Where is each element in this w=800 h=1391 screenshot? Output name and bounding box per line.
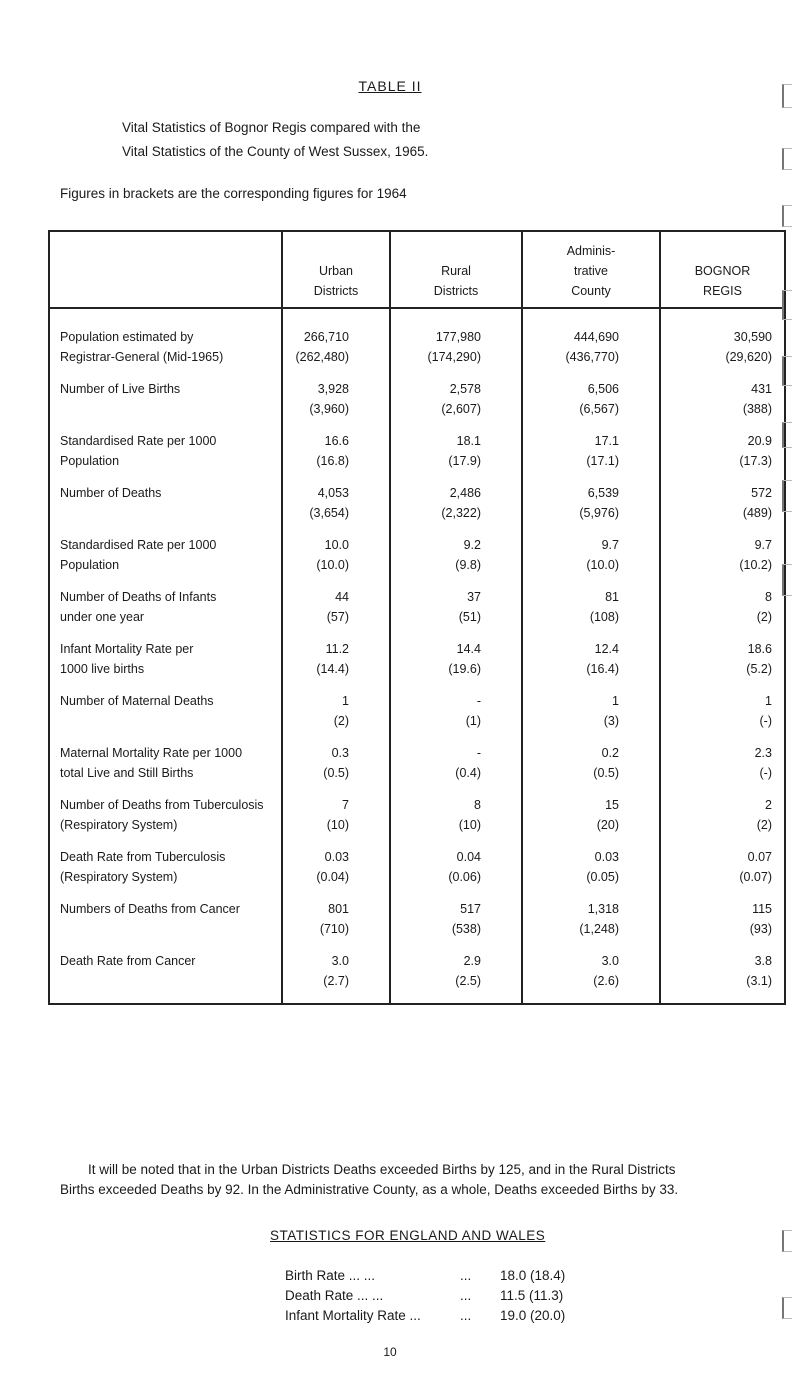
- leader-dots: ...: [460, 1288, 472, 1303]
- value-1965: 266,710: [303, 330, 349, 344]
- row-label: [49, 795, 282, 847]
- value-1965: 4,053: [317, 486, 349, 500]
- value-1965: 2,578: [449, 382, 481, 396]
- table-header-row: [49, 231, 785, 308]
- table-row: [49, 379, 785, 431]
- value-1964: (0.05): [586, 870, 619, 884]
- value-1964: (3.1): [746, 974, 772, 988]
- row-label: [49, 691, 282, 743]
- value-1965: 18.6: [747, 642, 772, 656]
- value-1965: 9.2: [463, 538, 481, 552]
- row-label: [49, 639, 282, 691]
- cell-bognor: [660, 587, 785, 639]
- table-body: [49, 308, 785, 1004]
- scan-edge-mark: [782, 356, 792, 386]
- england-birth-rate-row: [285, 1268, 565, 1288]
- row-label: [49, 483, 282, 535]
- header-line: BOGNOR: [694, 264, 751, 278]
- infant-mortality-label: Infant Mortality Rate ...: [285, 1308, 421, 1323]
- cell-admin: [522, 795, 660, 847]
- header-line: Rural: [441, 264, 471, 278]
- vital-statistics-table: [48, 230, 786, 1005]
- value-1964: (14.4): [316, 662, 349, 676]
- row-label-line: [60, 399, 281, 419]
- infant-mortality-value: 19.0 (20.0): [500, 1308, 566, 1323]
- cell-rural: [390, 795, 522, 847]
- summary-line-2: Births exceeded Deaths by 92. In the Administrative County, as a whole, Deaths exceeded Births by 33.: [60, 1182, 679, 1197]
- cell-rural: [390, 379, 522, 431]
- value-1965: -: [476, 694, 481, 708]
- value-1964: (0.07): [739, 870, 772, 884]
- value-1965: -: [476, 746, 481, 760]
- table-row: [49, 795, 785, 847]
- cell-urban: [282, 639, 390, 691]
- value-1964: (57): [326, 610, 349, 624]
- subtitle-line-2: Vital Statistics of the County of West Sussex, 1965.: [122, 144, 429, 159]
- header-blank: [49, 231, 282, 308]
- value-1964: (20): [596, 818, 619, 832]
- value-1964: (16.8): [316, 454, 349, 468]
- value-1965: 2.3: [754, 746, 772, 760]
- header-urban-districts: [282, 231, 390, 308]
- table-row: [49, 587, 785, 639]
- value-1965: 2: [765, 798, 772, 812]
- cell-bognor: [660, 795, 785, 847]
- cell-bognor: [660, 951, 785, 1004]
- cell-rural: [390, 535, 522, 587]
- row-label-line: Registrar-General (Mid-1965): [60, 350, 224, 364]
- value-1965: 572: [751, 486, 772, 500]
- value-1965: 431: [751, 382, 772, 396]
- cell-bognor: [660, 379, 785, 431]
- scan-edge-mark: [782, 148, 792, 170]
- cell-admin: [522, 483, 660, 535]
- cell-admin: [522, 308, 660, 379]
- cell-admin: [522, 691, 660, 743]
- value-1964: (6,567): [579, 402, 619, 416]
- row-label: [49, 951, 282, 1004]
- row-label: [49, 379, 282, 431]
- scan-edge-mark: [782, 564, 792, 596]
- cell-bognor: [660, 483, 785, 535]
- england-infant-mortality-row: [285, 1308, 565, 1328]
- value-1964: (-): [759, 714, 772, 728]
- cell-bognor: [660, 847, 785, 899]
- value-1964: (3): [603, 714, 619, 728]
- table-row: [49, 899, 785, 951]
- row-label-line: Number of Deaths of Infants: [60, 590, 217, 604]
- value-1964: (2.5): [455, 974, 481, 988]
- value-1964: (436,770): [565, 350, 619, 364]
- cell-urban: [282, 308, 390, 379]
- cell-rural: [390, 308, 522, 379]
- cell-bognor: [660, 899, 785, 951]
- value-1965: 14.4: [456, 642, 481, 656]
- row-label-line: under one year: [60, 610, 145, 624]
- value-1965: 37: [467, 590, 481, 604]
- cell-rural: [390, 587, 522, 639]
- cell-rural: [390, 691, 522, 743]
- table-row: [49, 847, 785, 899]
- row-label-line: Number of Maternal Deaths: [60, 694, 214, 708]
- value-1965: 18.1: [456, 434, 481, 448]
- row-label-line: total Live and Still Births: [60, 766, 194, 780]
- table-row: [49, 691, 785, 743]
- table-row: [49, 431, 785, 483]
- cell-admin: [522, 639, 660, 691]
- value-1964: (0.04): [316, 870, 349, 884]
- value-1964: (1,248): [579, 922, 619, 936]
- row-label-line: (Respiratory System): [60, 818, 178, 832]
- value-1965: 17.1: [594, 434, 619, 448]
- row-label-line: Number of Live Births: [60, 382, 181, 396]
- value-1964: (10): [326, 818, 349, 832]
- cell-rural: [390, 743, 522, 795]
- value-1965: 8: [474, 798, 481, 812]
- cell-bognor: [660, 743, 785, 795]
- cell-bognor: [660, 308, 785, 379]
- row-label: [49, 847, 282, 899]
- cell-admin: [522, 431, 660, 483]
- row-label: [49, 431, 282, 483]
- cell-bognor: [660, 691, 785, 743]
- value-1965: 8: [765, 590, 772, 604]
- value-1964: (1): [465, 714, 481, 728]
- value-1965: 30,590: [733, 330, 772, 344]
- cell-admin: [522, 535, 660, 587]
- leader-dots: ...: [460, 1268, 472, 1283]
- england-wales-title: STATISTICS FOR ENGLAND AND WALES: [270, 1228, 546, 1243]
- value-1964: (0.4): [455, 766, 481, 780]
- value-1964: (0.06): [448, 870, 481, 884]
- value-1965: 15: [605, 798, 619, 812]
- death-rate-value: 11.5 (11.3): [500, 1288, 564, 1303]
- value-1964: (3,960): [309, 402, 349, 416]
- cell-bognor: [660, 639, 785, 691]
- cell-rural: [390, 899, 522, 951]
- value-1965: 3.0: [331, 954, 349, 968]
- england-death-rate-row: [285, 1288, 563, 1308]
- value-1964: (0.5): [593, 766, 619, 780]
- cell-admin: [522, 587, 660, 639]
- value-1964: (16.4): [586, 662, 619, 676]
- row-label-line: Death Rate from Tuberculosis: [60, 850, 226, 864]
- header-line: [284, 241, 388, 261]
- cell-urban: [282, 847, 390, 899]
- row-label-line: Population: [60, 558, 120, 572]
- row-label: [49, 899, 282, 951]
- value-1964: (2.7): [323, 974, 349, 988]
- row-label-line: Maternal Mortality Rate per 1000: [60, 746, 243, 760]
- value-1965: 12.4: [594, 642, 619, 656]
- header-administrative-county: [522, 231, 660, 308]
- value-1965: 0.3: [331, 746, 349, 760]
- table-row: [49, 308, 785, 379]
- value-1965: 20.9: [747, 434, 772, 448]
- table-row: [49, 535, 785, 587]
- value-1964: (538): [451, 922, 481, 936]
- summary-line-1: [60, 1160, 760, 1180]
- value-1965: 11.2: [325, 642, 349, 656]
- value-1964: (17.1): [586, 454, 619, 468]
- cell-rural: [390, 847, 522, 899]
- row-label-line: Population estimated by: [60, 330, 194, 344]
- header-bognor-regis: [660, 231, 785, 308]
- death-rate-label: Death Rate ... ...: [285, 1288, 384, 1303]
- table-title: TABLE II: [358, 78, 422, 94]
- table-row: [49, 483, 785, 535]
- value-1965: 3.8: [754, 954, 772, 968]
- cell-admin: [522, 899, 660, 951]
- value-1965: 3.0: [601, 954, 619, 968]
- value-1964: (262,480): [295, 350, 349, 364]
- cell-urban: [282, 795, 390, 847]
- cell-bognor: [660, 535, 785, 587]
- cell-urban: [282, 743, 390, 795]
- value-1964: (174,290): [427, 350, 481, 364]
- value-1964: (2.6): [593, 974, 619, 988]
- leader-dots: ...: [460, 1308, 472, 1323]
- value-1964: (10.2): [739, 558, 772, 572]
- header-line: Adminis-: [566, 244, 616, 258]
- scan-edge-mark: [782, 1230, 792, 1252]
- scan-edge-mark: [782, 205, 792, 227]
- value-1964: (5.2): [746, 662, 772, 676]
- cell-admin: [522, 951, 660, 1004]
- scan-edge-mark: [782, 1297, 792, 1319]
- cell-rural: [390, 951, 522, 1004]
- page-number: 10: [383, 1345, 397, 1359]
- value-1965: 0.04: [456, 850, 481, 864]
- row-label-line: Population: [60, 454, 120, 468]
- value-1965: 517: [460, 902, 481, 916]
- value-1965: 0.03: [594, 850, 619, 864]
- value-1965: 81: [605, 590, 619, 604]
- value-1965: 9.7: [601, 538, 619, 552]
- value-1964: (10.0): [316, 558, 349, 572]
- row-label-line: Standardised Rate per 1000: [60, 434, 217, 448]
- cell-urban: [282, 379, 390, 431]
- value-1965: 6,506: [587, 382, 619, 396]
- value-1965: 9.7: [754, 538, 772, 552]
- cell-urban: [282, 951, 390, 1004]
- header-line: Urban: [318, 264, 354, 278]
- value-1964: (3,654): [309, 506, 349, 520]
- value-1965: 2.9: [463, 954, 481, 968]
- cell-urban: [282, 587, 390, 639]
- value-1965: 7: [342, 798, 349, 812]
- header-line: [662, 241, 783, 261]
- brackets-note: Figures in brackets are the corresponding figures for 1964: [60, 186, 407, 201]
- value-1965: 0.2: [601, 746, 619, 760]
- row-label-line: Standardised Rate per 1000: [60, 538, 217, 552]
- value-1965: 3,928: [317, 382, 349, 396]
- header-line: REGIS: [703, 284, 742, 298]
- row-label: [49, 587, 282, 639]
- header-line: Districts: [313, 284, 359, 298]
- value-1964: (93): [749, 922, 772, 936]
- value-1964: (10.0): [586, 558, 619, 572]
- scan-edge-mark: [782, 422, 792, 448]
- row-label: [49, 535, 282, 587]
- row-label-line: [60, 711, 281, 731]
- cell-admin: [522, 847, 660, 899]
- value-1965: 1: [765, 694, 772, 708]
- cell-bognor: [660, 431, 785, 483]
- row-label-line: Number of Deaths: [60, 486, 162, 500]
- value-1965: 177,980: [435, 330, 481, 344]
- value-1964: (2,322): [441, 506, 481, 520]
- table-row: [49, 639, 785, 691]
- birth-rate-value: 18.0 (18.4): [500, 1268, 566, 1283]
- cell-urban: [282, 535, 390, 587]
- value-1964: (108): [589, 610, 619, 624]
- value-1964: (710): [319, 922, 349, 936]
- value-1964: (2): [756, 610, 772, 624]
- value-1964: (17.9): [448, 454, 481, 468]
- row-label-line: Numbers of Deaths from Cancer: [60, 902, 240, 916]
- cell-urban: [282, 691, 390, 743]
- value-1964: (10): [458, 818, 481, 832]
- value-1965: 1: [612, 694, 619, 708]
- value-1965: 10.0: [324, 538, 349, 552]
- value-1964: (5,976): [579, 506, 619, 520]
- summary-line-1-text: It will be noted that in the Urban Districts Deaths exceeded Births by 125, and in the Rural Districts: [88, 1162, 676, 1177]
- cell-urban: [282, 899, 390, 951]
- value-1964: (489): [742, 506, 772, 520]
- value-1965: 2,486: [449, 486, 481, 500]
- row-label-line: [60, 971, 281, 991]
- value-1964: (29,620): [725, 350, 772, 364]
- row-label-line: Number of Deaths from Tuberculosis: [60, 798, 264, 812]
- header-rural-districts: [390, 231, 522, 308]
- scan-edge-mark: [782, 480, 792, 512]
- value-1964: (2): [333, 714, 349, 728]
- row-label: [49, 743, 282, 795]
- value-1964: (-): [759, 766, 772, 780]
- row-label-line: Death Rate from Cancer: [60, 954, 196, 968]
- value-1964: (9.8): [455, 558, 481, 572]
- value-1965: 0.03: [324, 850, 349, 864]
- cell-rural: [390, 431, 522, 483]
- subtitle-line-1: Vital Statistics of Bognor Regis compared with the: [122, 120, 421, 135]
- cell-urban: [282, 483, 390, 535]
- header-line: Districts: [433, 284, 479, 298]
- row-label-line: Infant Mortality Rate per: [60, 642, 194, 656]
- value-1965: 44: [335, 590, 349, 604]
- header-line: trative: [573, 264, 609, 278]
- cell-urban: [282, 431, 390, 483]
- birth-rate-label: Birth Rate ... ...: [285, 1268, 376, 1283]
- row-label-line: [60, 503, 281, 523]
- value-1965: 16.6: [324, 434, 349, 448]
- row-label-line: [60, 919, 281, 939]
- header-line: County: [571, 284, 611, 298]
- value-1965: 115: [752, 902, 772, 916]
- value-1965: 6,539: [587, 486, 619, 500]
- scan-edge-mark: [782, 84, 792, 108]
- scan-edge-mark: [782, 290, 792, 320]
- value-1964: (19.6): [448, 662, 481, 676]
- value-1964: (0.5): [323, 766, 349, 780]
- cell-admin: [522, 379, 660, 431]
- value-1965: 1,318: [587, 902, 619, 916]
- value-1964: (2): [756, 818, 772, 832]
- value-1965: 0.07: [747, 850, 772, 864]
- cell-rural: [390, 483, 522, 535]
- summary-paragraph: [60, 1160, 760, 1200]
- header-line: [392, 241, 520, 261]
- value-1964: (2,607): [441, 402, 481, 416]
- value-1964: (388): [742, 402, 772, 416]
- value-1965: 444,690: [573, 330, 619, 344]
- row-label-line: (Respiratory System): [60, 870, 178, 884]
- table-row: [49, 743, 785, 795]
- row-label: [49, 308, 282, 379]
- value-1964: (51): [458, 610, 481, 624]
- row-label-line: 1000 live births: [60, 662, 145, 676]
- table-row: [49, 951, 785, 1004]
- cell-admin: [522, 743, 660, 795]
- value-1964: (17.3): [739, 454, 772, 468]
- value-1965: 801: [328, 902, 349, 916]
- cell-rural: [390, 639, 522, 691]
- value-1965: 1: [342, 694, 349, 708]
